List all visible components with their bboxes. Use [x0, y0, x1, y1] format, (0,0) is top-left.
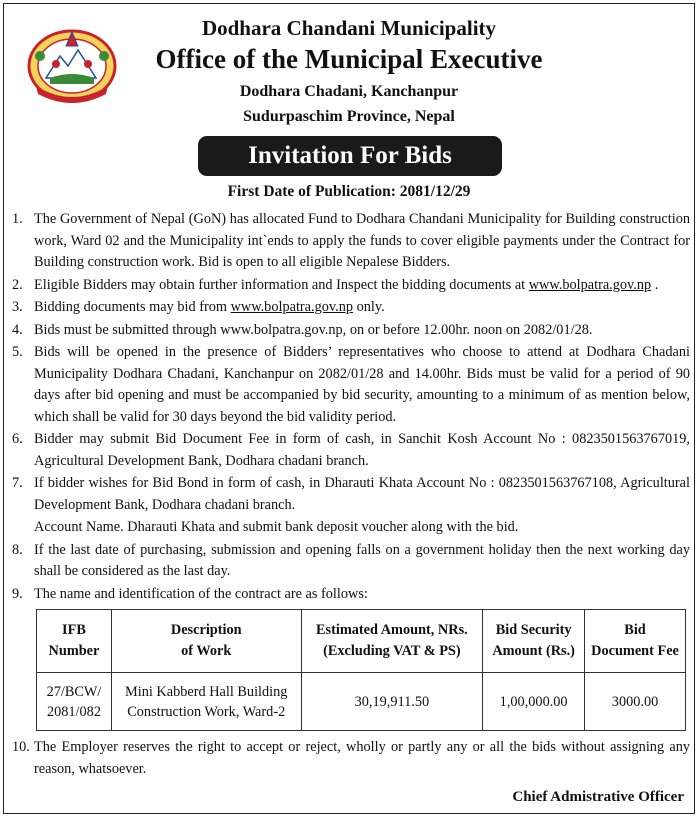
- item-text: [34, 275, 690, 297]
- header-line: Bid: [624, 622, 646, 638]
- header-line: Estimated Amount, NRs.: [316, 622, 468, 638]
- list-item: [12, 584, 690, 606]
- item-number: 9.: [12, 585, 23, 602]
- item-text: The Employer reserves the right to accept or reject, wholly or partly any or all the bids without assigning any reason, whatsoever.: [34, 739, 690, 777]
- item-text: Bids will be opened in the presence of Bidders’ representatives who choose to attend at Dodhara Chadani Municipality Dodhara Chadani, Kanchanpur on 2082/01/28 and 14.00hr. Bids must be valid for a period of 90 days after bid opening and must be accompanied by bid security, amounting to a minimum of as mention below, which shall be valid for 30 days beyond the bid validity period.: [34, 344, 690, 425]
- cell-estimated-amount: 30,19,911.50: [301, 673, 483, 731]
- header-line: Document Fee: [591, 643, 679, 659]
- header-line: IFB: [62, 622, 86, 638]
- item-number: 4.: [12, 321, 23, 338]
- list-item: [12, 275, 690, 297]
- signature-title: Chief Admistrative Officer: [512, 789, 684, 805]
- notice-items: [12, 209, 690, 781]
- item-text-part: only.: [353, 299, 385, 315]
- cell-description: [111, 673, 301, 731]
- cell-line: Mini Kabberd Hall Building: [125, 683, 288, 700]
- cell-line: Construction Work, Ward-2: [127, 703, 286, 720]
- list-item: [12, 540, 690, 583]
- list-item: [12, 473, 690, 516]
- header-bid-security: [483, 610, 585, 673]
- item-number: 5.: [12, 344, 23, 360]
- item-text: If the last date of purchasing, submission and opening falls on a government holiday then the next working day shall be considered as the last day.: [34, 541, 690, 579]
- list-item: [12, 737, 690, 780]
- office-title: Office of the Municipal Executive: [155, 44, 543, 74]
- header-line: Description: [170, 622, 242, 638]
- bolpatra-link[interactable]: www.bolpatra.gov.np: [528, 276, 652, 293]
- header-line: Amount (Rs.): [492, 643, 575, 659]
- publication-date: First Date of Publication: 2081/12/29: [227, 183, 471, 200]
- header-document-fee: [585, 610, 686, 673]
- cell-bid-security: 1,00,000.00: [483, 673, 585, 731]
- item-text: If bidder wishes for Bid Bond in form of cash, in Dharauti Khata Account No : 0823501563767108, Agricultural Development Bank, Dodhara chadani branch.: [34, 475, 690, 513]
- cell-line: 27/BCW/: [46, 683, 102, 700]
- list-item: [12, 429, 690, 472]
- cell-line: 2081/082: [46, 703, 101, 720]
- table-header-row: [37, 610, 686, 673]
- table-row: [37, 673, 686, 731]
- list-item: [12, 209, 690, 274]
- item-text: Account Name. Dharauti Khata and submit bank deposit voucher along with the bid.: [34, 519, 519, 535]
- municipality-name: Dodhara Chandani Municipality: [201, 16, 497, 40]
- contract-table: [36, 609, 686, 731]
- list-item: [12, 297, 690, 319]
- item-text: Bidder may submit Bid Document Fee in form of cash, in Sanchit Kosh Account No : 0823501563767019, Agricultural Development Bank, Dodhara chadani branch.: [34, 431, 690, 469]
- item-number: 3.: [12, 299, 23, 315]
- item-text: [34, 297, 690, 319]
- header-estimated-amount: [301, 610, 483, 673]
- item-text: The Government of Nepal (GoN) has allocated Fund to Dodhara Chandani Municipality for Building construction work, Ward 02 and the Municipality int`ends to apply the funds to cover eligible payments under the Contract for Building construction work. Bid is open to all eligible Nepalese Bidders.: [34, 211, 690, 270]
- item-text: The name and identification of the contract are as follows:: [34, 585, 368, 602]
- list-item: [12, 320, 690, 342]
- header-line: of Work: [181, 643, 232, 659]
- item-text-part: Eligible Bidders may obtain further information and Inspect the bidding documents at: [34, 276, 529, 293]
- cell-ifb-number: [37, 673, 112, 731]
- list-item: [12, 517, 690, 539]
- office-province: Sudurpaschim Province, Nepal: [243, 108, 455, 125]
- item-number: 2.: [12, 276, 23, 293]
- list-item: [12, 342, 690, 428]
- header-line: Bid Security: [495, 622, 572, 638]
- item-number: [12, 517, 34, 539]
- header-line: (Excluding VAT & PS): [323, 643, 461, 659]
- notice-banner: Invitation For Bids: [198, 136, 502, 176]
- item-number: 8.: [12, 541, 23, 558]
- header-line: Number: [48, 643, 100, 659]
- item-number: 6.: [12, 431, 23, 447]
- item-text-part: Bidding documents may bid from: [34, 299, 231, 315]
- item-text: Bids must be submitted through www.bolpatra.gov.np, on or before 12.00hr. noon on 2082/01/28.: [34, 321, 593, 338]
- item-number: 1.: [12, 211, 23, 227]
- header-description: [111, 610, 301, 673]
- cell-document-fee: 3000.00: [585, 673, 686, 731]
- item-text-part: .: [651, 276, 659, 293]
- office-address: Dodhara Chadani, Kanchanpur: [239, 83, 459, 100]
- notice-page: [3, 3, 695, 814]
- bolpatra-link[interactable]: www.bolpatra.gov.np: [230, 299, 353, 315]
- item-number: 7.: [12, 475, 23, 491]
- item-number: 10.: [12, 739, 30, 755]
- header-ifb-number: [37, 610, 112, 673]
